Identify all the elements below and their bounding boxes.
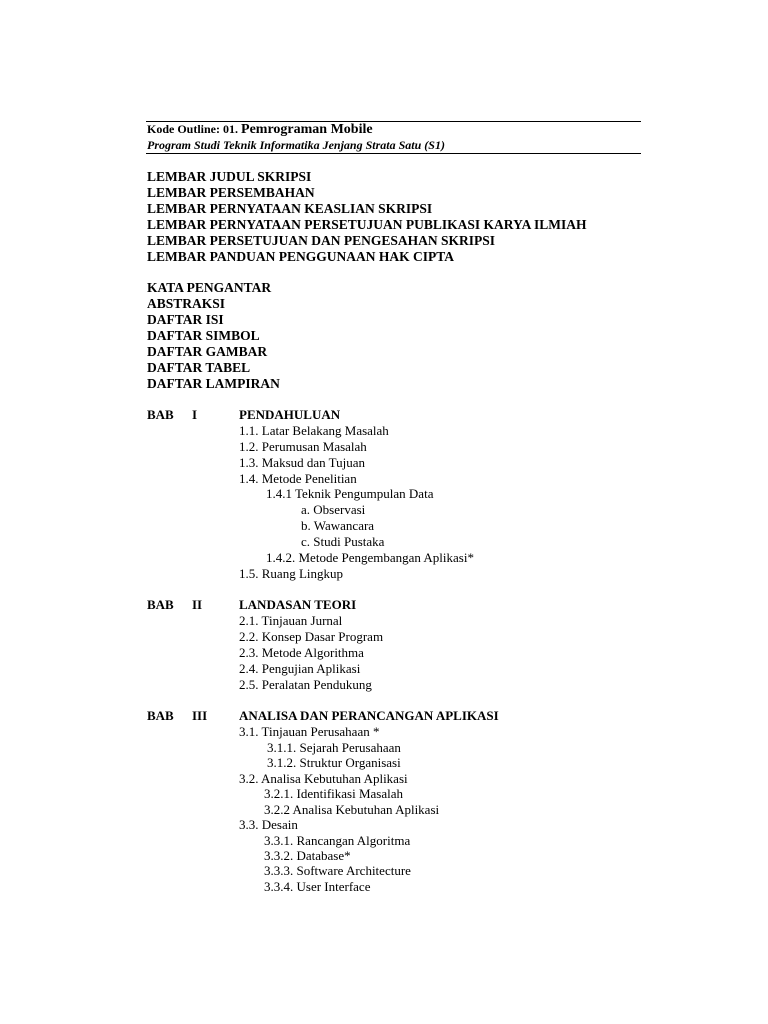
- toc-entry: 1.1. Latar Belakang Masalah: [239, 423, 389, 438]
- front-item: DAFTAR ISI: [147, 312, 224, 327]
- toc-entry: 2.2. Konsep Dasar Program: [239, 629, 384, 644]
- toc-entry: 3.3.3. Software Architecture: [264, 863, 411, 878]
- chapter-title: LANDASAN TEORI: [239, 597, 357, 612]
- toc-entry: 3.1. Tinjauan Perusahaan *: [239, 724, 380, 739]
- toc-entry: 1.4. Metode Penelitian: [239, 471, 357, 486]
- chapter-number: I: [192, 407, 198, 422]
- front-item: LEMBAR PERSEMBAHAN: [147, 185, 315, 200]
- toc-entry: b. Wawancara: [301, 518, 375, 533]
- program-line: Program Studi Teknik Informatika Jenjang Strata Satu (S1): [147, 138, 445, 152]
- toc-entry: 3.2. Analisa Kebutuhan Aplikasi: [239, 771, 408, 786]
- toc-entry: a. Observasi: [301, 502, 366, 517]
- front-item: DAFTAR GAMBAR: [147, 344, 268, 359]
- toc-entry: 1.4.1 Teknik Pengumpulan Data: [266, 486, 434, 501]
- front-item: LEMBAR PERSETUJUAN DAN PENGESAHAN SKRIPSI: [147, 233, 496, 248]
- toc-entry: 1.3. Maksud dan Tujuan: [239, 455, 366, 470]
- toc-entry: 3.3.2. Database*: [264, 848, 351, 863]
- front-item: KATA PENGANTAR: [147, 280, 272, 295]
- outline-code-label: Kode Outline: 01.: [147, 122, 239, 136]
- toc-entry: 1.5. Ruang Lingkup: [239, 566, 343, 581]
- toc-entry: 1.4.2. Metode Pengembangan Aplikasi*: [266, 550, 474, 565]
- chapter-label: BAB: [147, 708, 174, 723]
- chapter-label: BAB: [147, 597, 174, 612]
- front-item: LEMBAR PANDUAN PENGGUNAAN HAK CIPTA: [147, 249, 454, 264]
- front-item: LEMBAR PERNYATAAN KEASLIAN SKRIPSI: [147, 201, 433, 216]
- toc-entry: 1.2. Perumusan Masalah: [239, 439, 367, 454]
- toc-entry: 3.2.2 Analisa Kebutuhan Aplikasi: [264, 802, 440, 817]
- toc-entry: 3.3. Desain: [239, 817, 298, 832]
- toc-entry: 3.2.1. Identifikasi Masalah: [264, 786, 403, 801]
- toc-entry: 3.3.4. User Interface: [264, 879, 371, 894]
- toc-entry: 3.1.1. Sejarah Perusahaan: [267, 740, 401, 755]
- front-item: DAFTAR TABEL: [147, 360, 251, 375]
- chapter-number: III: [192, 708, 208, 723]
- header-bottom-rule: [146, 153, 641, 154]
- outline-code-line: [147, 122, 373, 138]
- front-item: LEMBAR JUDUL SKRIPSI: [147, 169, 312, 184]
- toc-entry: 2.1. Tinjauan Jurnal: [239, 613, 343, 628]
- chapter-title: ANALISA DAN PERANCANGAN APLIKASI: [239, 708, 499, 723]
- toc-entry: c. Studi Pustaka: [301, 534, 385, 549]
- toc-entry: 2.4. Pengujian Aplikasi: [239, 661, 361, 676]
- outline-code-title: Pemrograman Mobile: [241, 122, 373, 137]
- chapter-label: BAB: [147, 407, 174, 422]
- toc-entry: 2.5. Peralatan Pendukung: [239, 677, 372, 692]
- front-item: ABSTRAKSI: [147, 296, 226, 311]
- front-item: DAFTAR SIMBOL: [147, 328, 260, 343]
- toc-entry: 2.3. Metode Algorithma: [239, 645, 364, 660]
- chapter-number: II: [192, 597, 203, 612]
- toc-entry: 3.3.1. Rancangan Algoritma: [264, 833, 411, 848]
- front-item: LEMBAR PERNYATAAN PERSETUJUAN PUBLIKASI KARYA ILMIAH: [147, 217, 587, 232]
- front-item: DAFTAR LAMPIRAN: [147, 376, 280, 391]
- chapter-title: PENDAHULUAN: [239, 407, 341, 422]
- toc-entry: 3.1.2. Struktur Organisasi: [267, 755, 401, 770]
